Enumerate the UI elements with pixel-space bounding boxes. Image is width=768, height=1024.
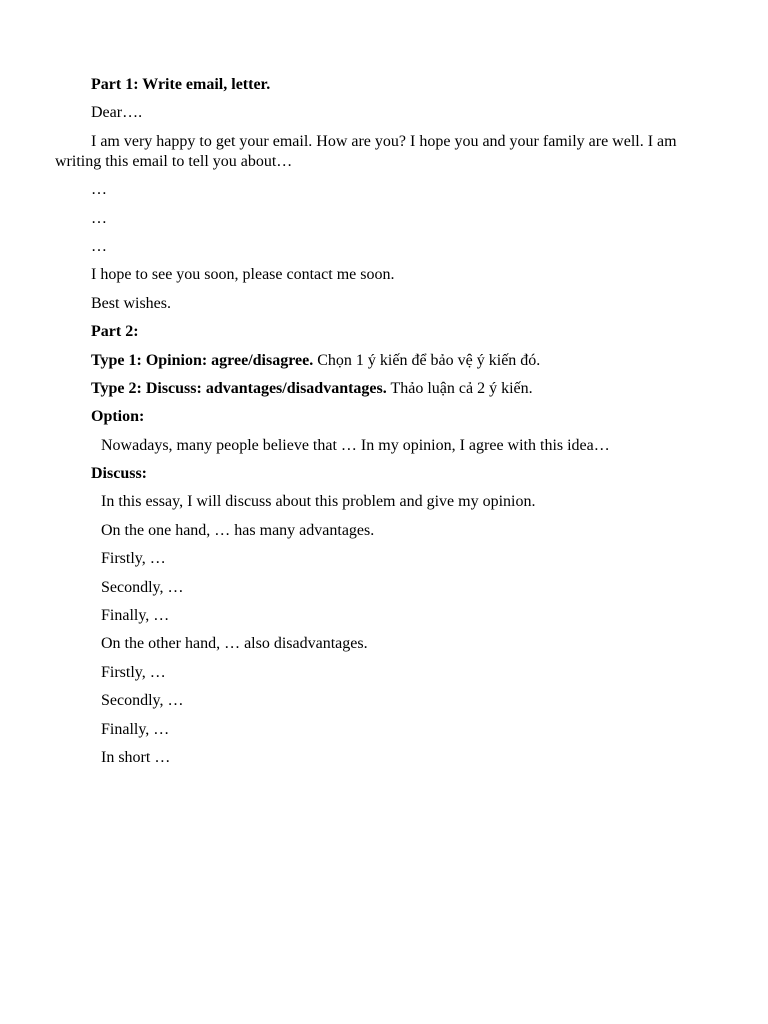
- email-intro: I am very happy to get your email. How are you? I hope you and your family are well. I am writing this email to tell you about…: [55, 132, 677, 170]
- type1-label: Type 1: Opinion: agree/disagree.: [91, 351, 314, 369]
- type1-text: Chọn 1 ý kiến để bảo vệ ý kiến đó.: [313, 351, 541, 369]
- option-line: Nowadays, many people believe that … In my opinion, I agree with this idea…: [101, 436, 610, 454]
- discuss-line: In short …: [101, 748, 171, 766]
- discuss-line: Secondly, …: [101, 578, 184, 596]
- discuss-line: On the one hand, … has many advantages.: [101, 521, 375, 539]
- discuss-line: Secondly, …: [101, 692, 184, 710]
- email-ellipsis: …: [91, 237, 107, 255]
- part1-heading: Part 1: Write email, letter.: [91, 76, 271, 93]
- type2-line: [0, 379, 768, 399]
- type1-line: [0, 351, 768, 371]
- discuss-heading: Discuss:: [91, 465, 148, 483]
- discuss-line: Firstly, …: [101, 663, 166, 681]
- discuss-line: In this essay, I will discuss about this problem and give my opinion.: [101, 493, 536, 511]
- discuss-line: On the other hand, … also disadvantages.: [101, 635, 368, 653]
- email-closing: I hope to see you soon, please contact me soon.: [91, 266, 395, 284]
- option-heading: Option:: [91, 408, 145, 426]
- email-greeting: Dear….: [91, 104, 143, 122]
- email-ellipsis: …: [91, 209, 107, 227]
- type2-text: Thảo luận cả 2 ý kiến.: [386, 379, 533, 397]
- discuss-line: Finally, …: [101, 607, 170, 625]
- discuss-line: Firstly, …: [101, 550, 166, 568]
- top-margin: [0, 0, 768, 75]
- type2-label: Type 2: Discuss: advantages/disadvantages.: [91, 379, 387, 397]
- discuss-line: Finally, …: [101, 720, 170, 738]
- part2-heading: Part 2:: [91, 323, 139, 341]
- email-signoff: Best wishes.: [91, 294, 171, 312]
- email-ellipsis: …: [91, 181, 107, 199]
